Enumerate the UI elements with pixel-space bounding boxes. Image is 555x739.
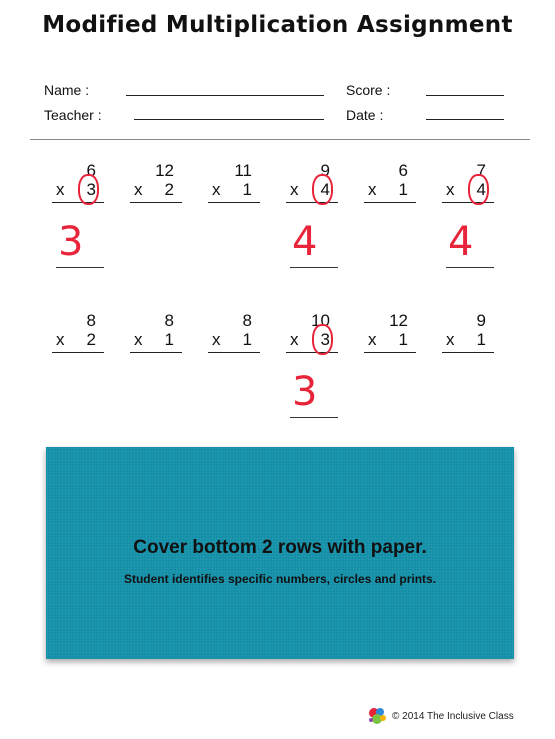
paint-splash-icon	[366, 705, 390, 727]
product-rule	[52, 352, 104, 353]
score-line	[426, 95, 504, 96]
multiplier: 4	[476, 180, 486, 199]
multiplier: 1	[242, 330, 252, 349]
multiplicand: 12	[389, 311, 408, 330]
problem	[284, 162, 344, 222]
answer-line	[446, 267, 494, 268]
product-rule	[364, 202, 416, 203]
problem	[440, 162, 500, 222]
date-label: Date :	[346, 107, 384, 123]
product-rule	[130, 352, 182, 353]
problem	[128, 312, 188, 372]
multiplier: 1	[398, 180, 408, 199]
multiplicand: 8	[164, 311, 174, 330]
answer-line	[290, 267, 338, 268]
multiplier: 1	[242, 180, 252, 199]
times-sign: x	[368, 180, 377, 199]
multiplicand: 7	[476, 161, 486, 180]
copyright-text: © 2014 The Inclusive Class	[392, 710, 514, 722]
times-sign: x	[134, 330, 143, 349]
multiplicand: 10	[311, 311, 330, 330]
product-rule	[286, 352, 338, 353]
multiplier: 4	[320, 180, 330, 199]
times-sign: x	[290, 180, 299, 199]
multiplier: 3	[320, 330, 330, 349]
product-rule	[442, 202, 494, 203]
score-label: Score :	[346, 82, 391, 98]
teacher-line	[134, 119, 324, 120]
cover-instruction-panel	[46, 447, 514, 659]
times-sign: x	[290, 330, 299, 349]
problem	[440, 312, 500, 372]
product-rule	[130, 202, 182, 203]
product-rule	[208, 202, 260, 203]
red-circle-mark	[312, 324, 333, 355]
problem	[128, 162, 188, 222]
multiplicand: 8	[86, 311, 96, 330]
panel-main-text: Cover bottom 2 rows with paper.	[133, 537, 427, 558]
times-sign: x	[56, 330, 65, 349]
header-divider	[30, 139, 530, 140]
date-line	[426, 119, 504, 120]
times-sign: x	[212, 330, 221, 349]
answer-line	[56, 267, 104, 268]
handwritten-answer: 3	[292, 369, 318, 415]
problem	[50, 312, 110, 372]
problem	[50, 162, 110, 222]
problem	[362, 312, 422, 372]
red-circle-mark	[468, 174, 489, 205]
multiplicand: 8	[242, 311, 252, 330]
handwritten-answer: 4	[448, 219, 474, 265]
times-sign: x	[212, 180, 221, 199]
handwritten-answer: 3	[58, 219, 84, 265]
multiplicand: 6	[86, 161, 96, 180]
teacher-label: Teacher :	[44, 107, 102, 123]
multiplicand: 9	[476, 311, 486, 330]
answer-line	[290, 417, 338, 418]
product-rule	[286, 202, 338, 203]
handwritten-answer: 4	[292, 219, 318, 265]
times-sign: x	[134, 180, 143, 199]
problem	[206, 312, 266, 372]
red-circle-mark	[78, 174, 99, 205]
multiplier: 3	[86, 180, 96, 199]
problem	[206, 162, 266, 222]
times-sign: x	[446, 330, 455, 349]
times-sign: x	[56, 180, 65, 199]
footer	[366, 705, 514, 727]
product-rule	[52, 202, 104, 203]
multiplier: 2	[86, 330, 96, 349]
problem	[284, 312, 344, 372]
panel-sub-text: Student identifies specific numbers, circles and prints.	[123, 572, 437, 586]
product-rule	[364, 352, 416, 353]
multiplicand: 11	[234, 161, 252, 180]
multiplier: 1	[476, 330, 486, 349]
product-rule	[208, 352, 260, 353]
multiplicand: 6	[398, 161, 408, 180]
multiplicand: 9	[320, 161, 330, 180]
name-line	[126, 95, 324, 96]
times-sign: x	[446, 180, 455, 199]
page-title: Modified Multiplication Assignment	[42, 12, 513, 38]
product-rule	[442, 352, 494, 353]
multiplicand: 12	[155, 161, 174, 180]
multiplier: 1	[398, 330, 408, 349]
times-sign: x	[368, 330, 377, 349]
red-circle-mark	[312, 174, 333, 205]
problem	[362, 162, 422, 222]
multiplier: 2	[164, 180, 174, 199]
name-label: Name :	[44, 82, 90, 98]
multiplier: 1	[164, 330, 174, 349]
